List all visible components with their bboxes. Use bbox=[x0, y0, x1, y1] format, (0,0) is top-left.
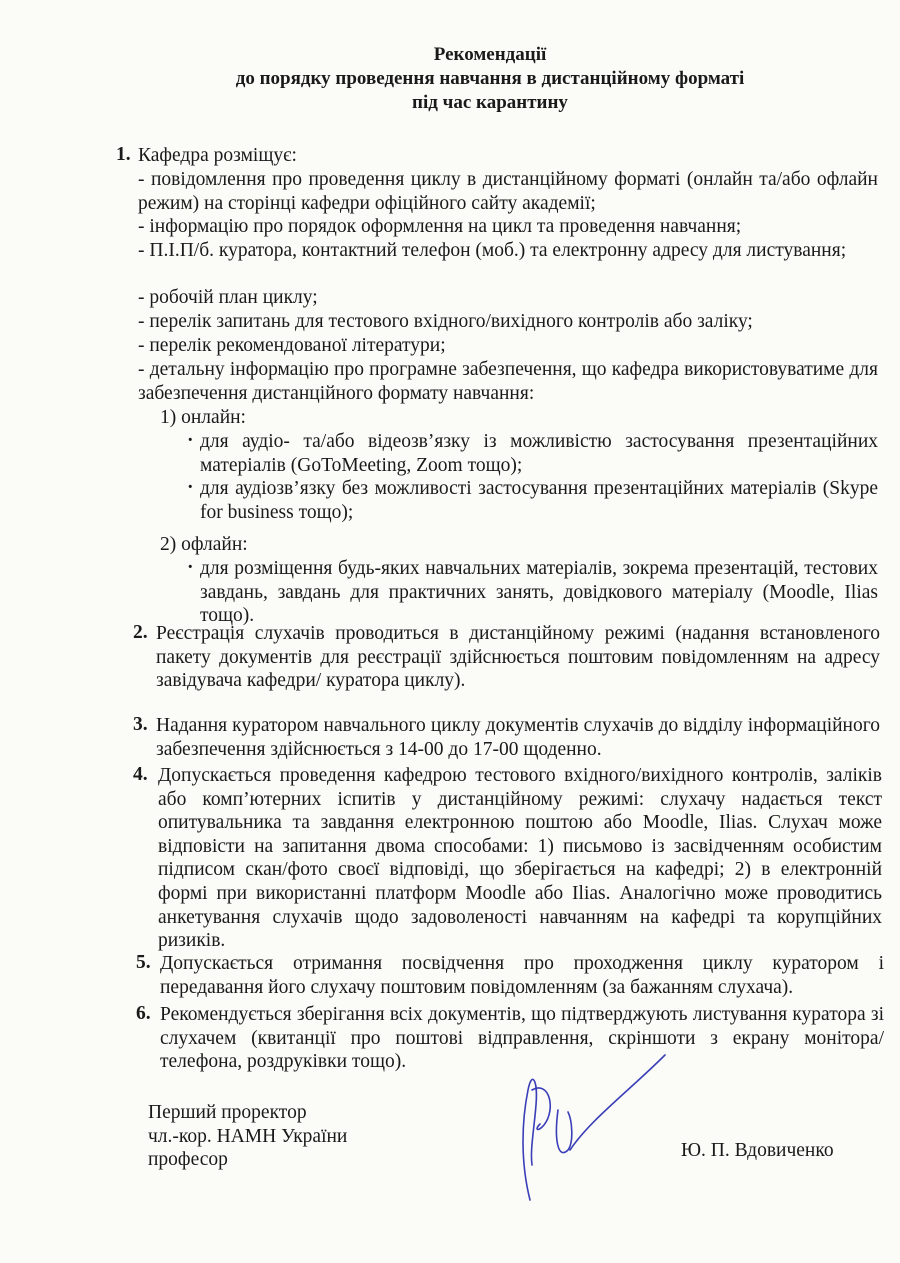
offline-item-1: для розміщення будь-яких навчальних матеріалів, зокрема презентацій, тестових завдань, завдань для практичних занять, довідкового матеріалу (Moodle, Ilias тощо). bbox=[200, 558, 878, 627]
item-1-number: 1. bbox=[116, 144, 131, 165]
item-1-bullet-2: - інформацію про порядок оформлення на цикл та проведення навчання; bbox=[138, 216, 742, 237]
signatory-title: чл.-кор. НАМН України bbox=[148, 1125, 348, 1147]
item-3-number: 3. bbox=[133, 714, 148, 735]
item-1-bullet-3: - П.І.П/б. куратора, контактний телефон (моб.) та електронну адресу для листування; bbox=[138, 240, 847, 261]
item-6-text: Рекомендується зберігання всіх документів, що підтверджують листування куратора зі слухачем (квитанції про поштові відправлення, скріншоти з екрану монітора/телефона, роздруківки тощо). bbox=[160, 1004, 884, 1073]
item-5-text: Допускається отримання посвідчення про проходження циклу куратором і передавання його слухачу поштовим повідомленням (за бажанням слухача). bbox=[160, 953, 884, 998]
online-item-1: для аудіо- та/або відеозв’язку із можливістю застосування презентаційних матеріалів (GoToMeeting, Zoom тощо); bbox=[200, 431, 878, 476]
signatory-rank: професор bbox=[148, 1149, 228, 1170]
item-4-number: 4. bbox=[133, 764, 148, 785]
document-title bbox=[0, 43, 900, 115]
item-1-bullet-4: - робочій план циклу; bbox=[138, 287, 318, 308]
item-4-text: Допускається проведення кафедрою тестового вхідного/вихідного контролів, заліків або комп’ютерних іспитів у дистанційному режимі: слухачу надається текст опитувальника та завдання електронною поштою або Moodle, Ilias. Слухач може відповісти на запитання двома способами: 1) письмово із засвідченням особистим підписом скан/фото своєї відповіді, що зберігається на кафедрі; 2) в електронній формі при використанні платформ Moodle або Ilias. Аналогічно може проводитись анкетування слухачів щодо задоволеності навчанням на кафедрі та корупційних ризиків. bbox=[158, 765, 882, 952]
online-item-1-marker: · bbox=[187, 430, 194, 451]
item-1-bullet-6: - перелік рекомендованої літератури; bbox=[138, 335, 446, 356]
item-2-number: 2. bbox=[133, 622, 148, 643]
item-1-bullet-5: - перелік запитань для тестового вхідного/вихідного контролів або заліку; bbox=[138, 311, 753, 332]
signatory-name: Ю. П. Вдовиченко bbox=[681, 1140, 834, 1161]
item-6-number: 6. bbox=[136, 1003, 151, 1024]
title-line-1: Рекомендації bbox=[433, 44, 547, 65]
item-5-number: 5. bbox=[136, 952, 151, 973]
item-1-bullet-1: - повідомлення про проведення циклу в дистанційному форматі (онлайн та/або офлайн режим) на сторінці кафедри офіційного сайту академії; bbox=[138, 169, 878, 214]
offline-item-1-marker: · bbox=[187, 557, 194, 578]
title-line-3: під час карантину bbox=[412, 92, 568, 113]
item-3-text: Надання куратором навчального циклу документів слухачів до відділу інформаційного забезпечення здійснюється з 14-00 до 17-00 щоденно. bbox=[156, 715, 880, 760]
item-2-text: Реєстрація слухачів проводиться в дистанційному режимі (надання встановленого пакету документів для реєстрації здійснюється поштовим повідомленням на адресу завідувача кафедри/ куратора циклу). bbox=[156, 623, 880, 692]
signatory-position: Перший проректор bbox=[148, 1102, 307, 1123]
online-item-2: для аудіозв’язку без можливості застосування презентаційних матеріалів (Skype for business тощо); bbox=[200, 478, 878, 523]
title-line-2: до порядку проведення навчання в дистанційному форматі bbox=[235, 68, 745, 89]
item-1-heading: Кафедра розміщує: bbox=[138, 145, 297, 166]
handwritten-signature bbox=[510, 1050, 680, 1220]
signatory-block bbox=[148, 1101, 347, 1172]
online-label: 1) онлайн: bbox=[160, 407, 246, 428]
offline-label: 2) офлайн: bbox=[160, 534, 248, 555]
item-1-bullet-7: - детальну інформацію про програмне забезпечення, що кафедра використовуватиме для забезпечення дистанційного формату навчання: bbox=[138, 359, 878, 404]
online-item-2-marker: · bbox=[187, 477, 194, 498]
